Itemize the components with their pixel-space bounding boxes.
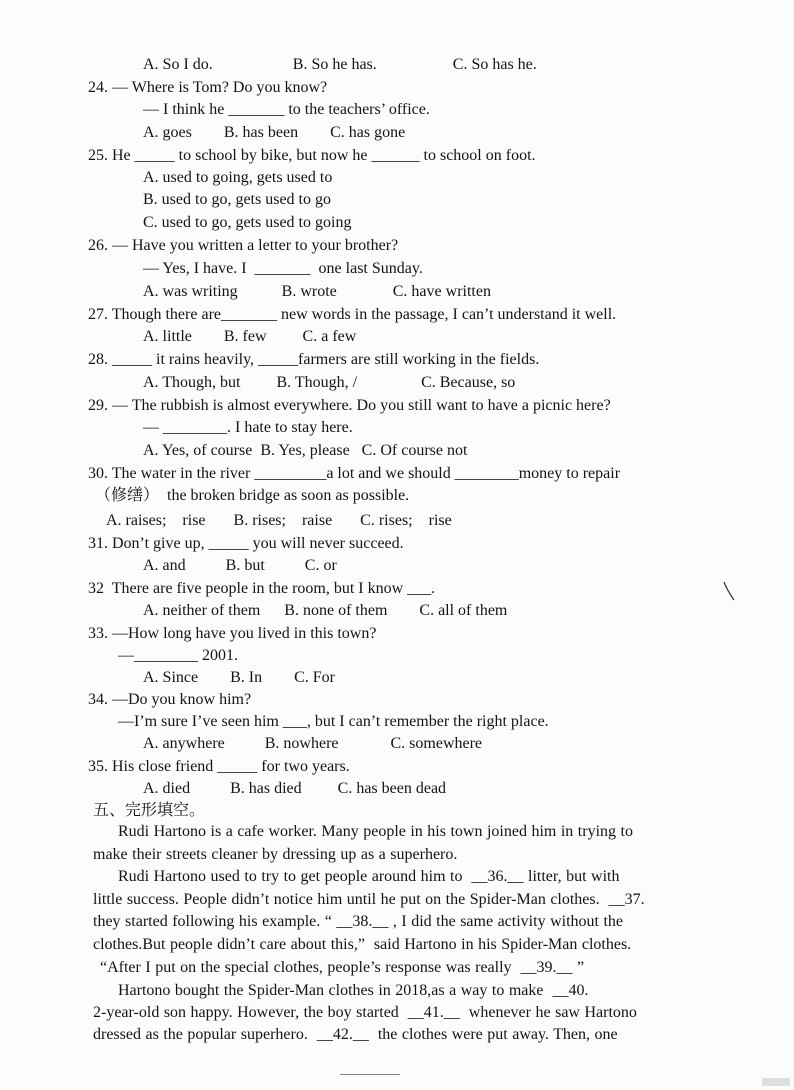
question-25-prompt: 25. He _____ to school by bike, but now he ______ to school on foot. [88,147,536,164]
question-29-prompt: 29. — The rubbish is almost everywhere. Do you still want to have a picnic here? [88,397,611,414]
question-26-prompt: 26. — Have you written a letter to your brother? [88,237,399,254]
question-33-prompt: 33. —How long have you lived in this town? [88,625,377,642]
passage-line-4: little success. People didn’t notice him until he put on the Spider-Man clothes. __37. [93,891,645,908]
question-35-options: A. died B. has died C. has been dead [143,780,447,797]
passage-line-9: 2-year-old son happy. However, the boy started __41.__ whenever he saw Hartono [93,1004,637,1021]
question-25-option-c: C. used to go, gets used to going [143,214,352,231]
question-26-options: A. was writing B. wrote C. have written [143,283,491,300]
question-31-prompt: 31. Don’t give up, _____ you will never succeed. [88,535,404,552]
question-24-response: — I think he _______ to the teachers’ office. [143,101,430,118]
question-33-options: A. Since B. In C. For [143,669,335,686]
question-29-response: — ________. I hate to stay here. [143,419,353,436]
question-34-response: —I’m sure I’ve seen him ___, but I can’t remember the right place. [118,713,549,730]
pen-mark [722,580,736,602]
passage-line-7: “After I put on the special clothes, people’s response was really __39.__ ” [100,959,585,976]
passage-line-1: Rudi Hartono is a cafe worker. Many people in his town joined him in trying to [118,823,633,840]
question-33-response: —________ 2001. [118,647,238,664]
passage-line-10: dressed as the popular superhero. __42.__ the clothes were put away. Then, one [93,1026,618,1043]
question-27-options: A. little B. few C. a few [143,328,357,345]
passage-line-8: Hartono bought the Spider-Man clothes in 2018,as a way to make __40. [118,982,589,999]
question-29-options: A. Yes, of course B. Yes, please C. Of course not [143,442,468,459]
question-24-options: A. goes B. has been C. has gone [143,124,406,141]
question-28-prompt: 28. _____ it rains heavily, _____farmers are still working in the fields. [88,351,540,368]
question-32-prompt: 32 There are five people in the room, but I know ___. [88,580,436,597]
question-30-prompt: 30. The water in the river _________a lot and we should ________money to repair [88,465,621,482]
watermark-logo [762,1078,790,1086]
question-28-options: A. Though, but B. Though, / C. Because, so [143,374,516,391]
section-heading: 五、完形填空。 [93,802,206,819]
question-30-options: A. raises; rise B. rises; raise C. rises; rise [106,512,452,529]
question-31-options: A. and B. but C. or [143,557,337,574]
passage-line-2: make their streets cleaner by dressing up as a superhero. [93,846,458,863]
passage-line-6: clothes.But people didn’t care about this,” said Hartono in his Spider-Man clothes. [93,936,632,953]
question-32-options: A. neither of them B. none of them C. all of them [143,602,508,619]
question-34-options: A. anywhere B. nowhere C. somewhere [143,735,483,752]
question-24-prompt: 24. — Where is Tom? Do you know? [88,79,328,96]
question-34-prompt: 34. —Do you know him? [88,691,252,708]
question-25-option-b: B. used to go, gets used to go [143,191,331,208]
question-26-response: — Yes, I have. I _______ one last Sunday. [143,260,423,277]
question-27-prompt: 27. Though there are_______ new words in the passage, I can’t understand it well. [88,306,617,323]
question-30-prompt-cont: （修缮） the broken bridge as soon as possible. [95,487,410,504]
question-23-options: A. So I do. B. So he has. C. So has he. [143,56,537,73]
passage-line-3: Rudi Hartono used to try to get people around him to __36.__ litter, but with [118,868,620,885]
page-edge-mark [340,1074,400,1077]
question-25-option-a: A. used to going, gets used to [143,169,333,186]
passage-line-5: they started following his example. “ __38.__ , I did the same activity without the [93,913,623,930]
question-35-prompt: 35. His close friend _____ for two years. [88,758,350,775]
